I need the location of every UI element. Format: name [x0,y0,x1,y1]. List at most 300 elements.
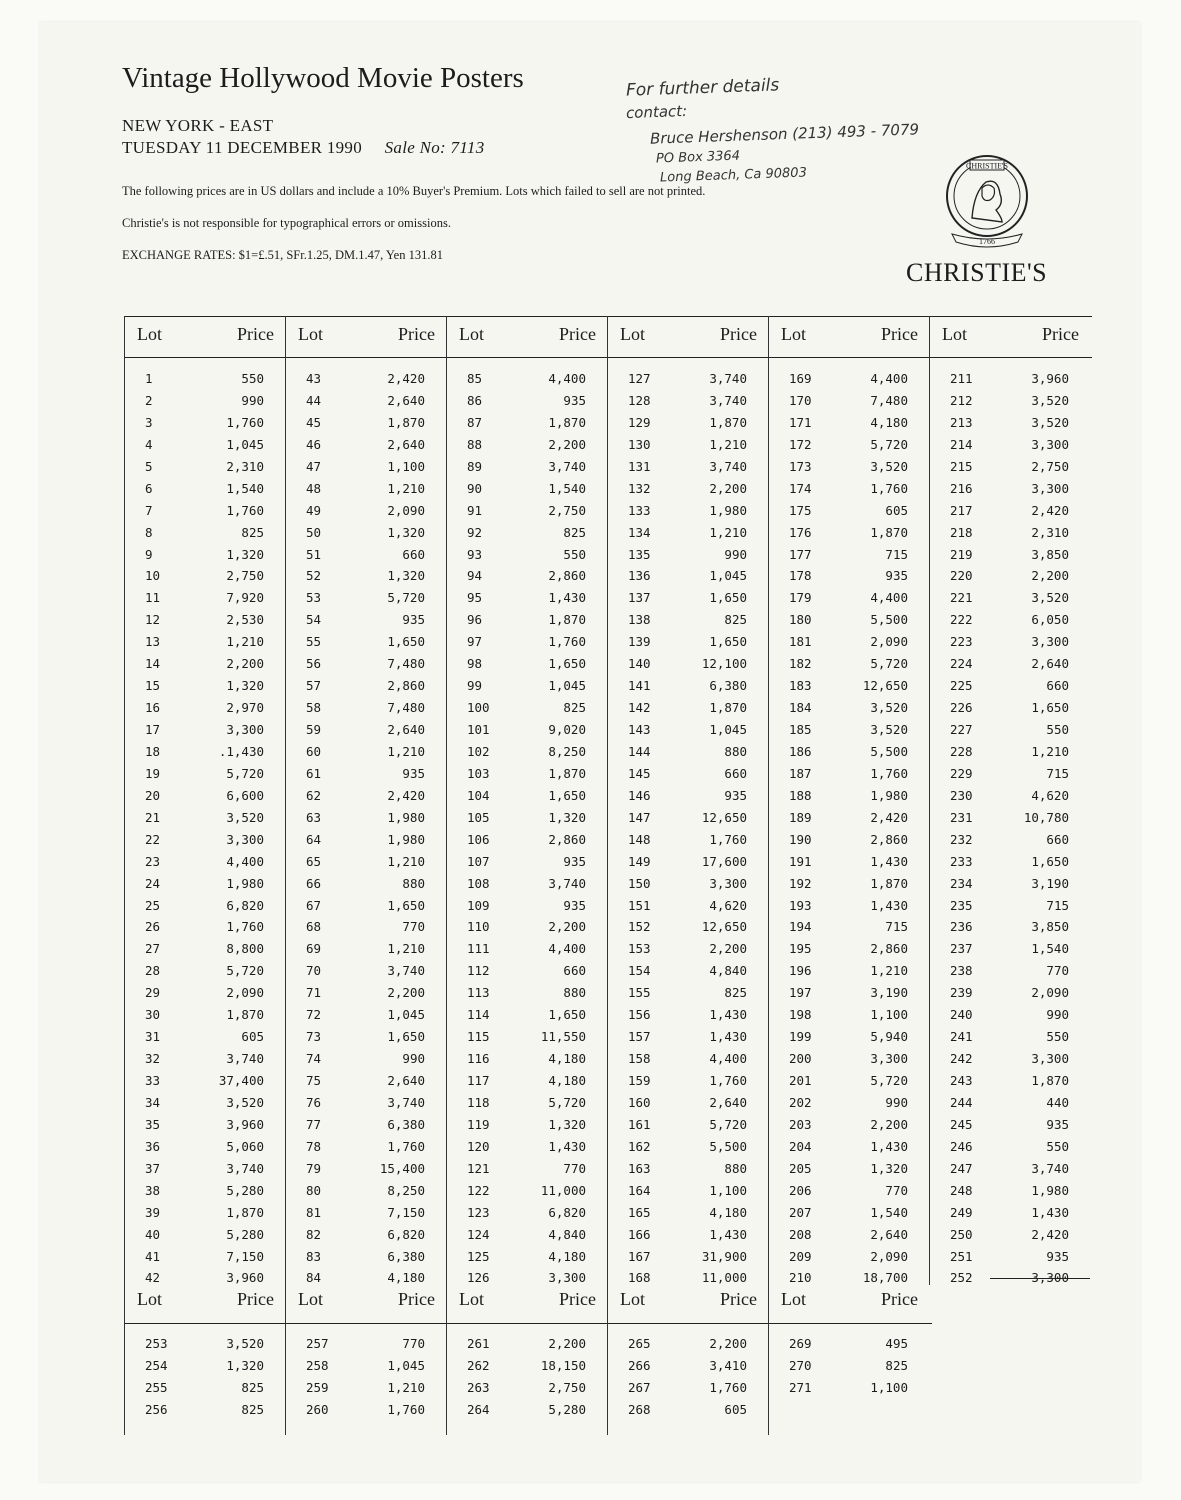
lot-number: 204 [789,1138,812,1154]
rows [769,1333,930,1399]
lot-price: 935 [1046,1248,1069,1264]
table-row [930,982,1091,1004]
lot-price: 4,180 [709,1204,747,1220]
lot-number: 193 [789,897,812,913]
lot-number: 235 [950,897,973,913]
lot-number: 248 [950,1182,973,1198]
lot-number: 15 [145,678,161,694]
lot-price: 1,870 [548,612,586,628]
lot-number: 207 [789,1204,812,1220]
lot-number: 258 [306,1358,329,1373]
table-row [930,587,1091,609]
sale-date-line [122,138,485,158]
sale-number: Sale No: 7113 [384,138,485,157]
lot-number: 250 [950,1226,973,1242]
lot-price: 1,760 [548,634,586,650]
price-header: Price [881,324,918,344]
lot-price: 8,800 [226,941,264,957]
lot-price: 1,210 [1031,743,1069,759]
table-row [769,960,930,982]
table-row [769,390,930,412]
table-row [769,1333,930,1355]
table-row [608,565,769,587]
lot-number: 12 [145,612,161,628]
table-row [930,763,1091,785]
lot-number: 135 [628,546,651,562]
lot-number: 113 [467,985,490,1001]
rows [447,1333,608,1421]
lot-number: 10 [145,568,161,584]
table-row [286,1158,447,1180]
lot-price: 880 [724,743,747,759]
lot-number: 239 [950,985,973,1001]
lot-price: 2,750 [548,1380,586,1395]
lot-number: 184 [789,700,812,716]
table-row [608,741,769,763]
lot-price: 550 [563,546,586,562]
table2-column-3 [446,1283,608,1435]
sale-date: TUESDAY 11 DECEMBER 1990 [122,138,363,157]
table-row [769,1246,930,1268]
price-header: Price [559,1289,596,1309]
lot-number: 147 [628,809,651,825]
lot-number: 245 [950,1116,973,1132]
lot-price: 1,650 [387,897,425,913]
lot-price: 1,870 [1031,1073,1069,1088]
lot-number: 151 [628,897,651,913]
lot-price: 660 [563,963,586,979]
table-row [125,1333,286,1355]
lot-price: 770 [402,1336,425,1351]
table-row [447,412,608,434]
lot-number: 241 [950,1029,973,1045]
lot-number: 263 [467,1380,490,1395]
lot-number: 51 [306,546,322,562]
table-row [125,960,286,982]
table-row [608,434,769,456]
lot-number: 90 [467,480,483,496]
lot-number: 171 [789,414,812,430]
table-row [447,565,608,587]
lot-header: Lot [620,324,645,344]
lot-price: 2,200 [226,656,264,672]
lot-number: 13 [145,634,161,650]
table-row [447,829,608,851]
lot-number: 29 [145,985,161,1001]
lot-number: 129 [628,414,651,430]
lot-price: 1,210 [870,963,908,979]
table-row [286,631,447,653]
lot-price: 2,200 [709,941,747,957]
lot-price: 2,200 [548,1336,586,1351]
lot-number: 229 [950,765,973,781]
table-row [125,1070,286,1092]
lot-price: 3,300 [1031,436,1069,452]
lot-price: 550 [1046,722,1069,737]
table-row [608,1180,769,1202]
table-row [930,478,1091,500]
table-row [930,675,1091,697]
table-row [930,653,1091,675]
lot-number: 44 [306,392,322,408]
table-row [125,434,286,456]
table-row [608,982,769,1004]
lot-price: 2,420 [1031,1226,1069,1242]
svg-text:1766: 1766 [979,237,995,246]
table-row [286,587,447,609]
lot-price: 1,100 [870,1007,908,1023]
lot-price: 1,210 [226,634,264,650]
lot-price: 1,320 [226,1358,264,1373]
lot-number: 69 [306,941,322,957]
lot-price: 1,540 [226,480,264,496]
lot-price: 1,540 [548,480,586,496]
table2-column-4 [607,1283,769,1435]
lot-number: 165 [628,1204,651,1220]
table-row [286,675,447,697]
lot-number: 125 [467,1248,490,1264]
table-column-1 [124,316,286,1285]
table-row [608,895,769,917]
table-row [930,368,1091,390]
table-row [930,1224,1091,1246]
lot-price: 3,850 [1031,546,1069,562]
table-row [447,1048,608,1070]
table-row [286,1114,447,1136]
lot-price: 3,190 [1031,875,1069,891]
lot-number: 57 [306,678,322,694]
lot-price: 2,090 [387,502,425,518]
lot-number: 153 [628,941,651,957]
lot-price: 2,640 [870,1226,908,1242]
table-row [930,1180,1091,1202]
lot-number: 214 [950,436,973,452]
lot-number: 143 [628,722,651,737]
table-row [769,982,930,1004]
lot-price: 1,980 [1031,1182,1069,1198]
lot-price: 2,860 [870,941,908,957]
lot-number: 189 [789,809,812,825]
lot-price: 440 [1046,1094,1069,1110]
lot-price: 605 [724,1402,747,1417]
price-header: Price [237,1289,274,1309]
lot-number: 52 [306,568,322,584]
lot-price: 6,820 [226,897,264,913]
lot-price: 3,740 [548,458,586,474]
table-row [769,1026,930,1048]
lot-price: 935 [1046,1116,1069,1132]
lot-price: 2,640 [1031,656,1069,672]
lot-price: 2,420 [1031,502,1069,518]
lot-number: 19 [145,765,161,781]
table-row [125,895,286,917]
lot-header: Lot [137,324,162,344]
table-row [447,609,608,631]
table-row [930,1246,1091,1268]
lot-number: 106 [467,831,490,847]
table-row [769,1092,930,1114]
lot-number: 228 [950,743,973,759]
lot-price: 2,640 [387,436,425,452]
table-row [769,1180,930,1202]
lot-number: 177 [789,546,812,562]
table-row [930,960,1091,982]
lot-price: 1,045 [226,436,264,452]
column-header [286,324,447,348]
lot-number: 218 [950,524,973,540]
lot-price: 880 [724,1160,747,1176]
lot-number: 59 [306,722,322,737]
lot-price: 1,320 [548,1116,586,1132]
rows [286,1333,447,1421]
lot-number: 195 [789,941,812,957]
table-row [286,434,447,456]
lot-price: 1,870 [709,414,747,430]
lot-number: 149 [628,853,651,869]
lot-price: 6,380 [709,678,747,694]
lot-number: 192 [789,875,812,891]
lot-price: 3,740 [709,392,747,408]
table-column-5 [768,316,930,1285]
lot-price: 1,430 [709,1007,747,1023]
lot-price: 6,050 [1031,612,1069,628]
lot-price: 2,420 [870,809,908,825]
table-row [608,1158,769,1180]
lot-price: 660 [1046,678,1069,694]
lot-number: 233 [950,853,973,869]
table-row [447,960,608,982]
lot-number: 186 [789,743,812,759]
table-row [286,1004,447,1026]
table-row [769,873,930,895]
lot-price: 2,750 [1031,458,1069,474]
lot-price: 770 [1046,963,1069,979]
table2-column-2 [285,1283,447,1435]
rows [608,368,769,1289]
table-row [608,412,769,434]
christies-seal-icon [938,148,1036,257]
table-row [769,368,930,390]
lot-number: 32 [145,1051,161,1067]
lot-number: 252 [950,1270,973,1286]
table-row [286,1377,447,1399]
lot-number: 168 [628,1270,651,1286]
table-row [769,522,930,544]
lot-number: 225 [950,678,973,694]
lot-price: 5,500 [870,743,908,759]
table-row [608,873,769,895]
table-row [447,1136,608,1158]
table-row [125,1399,286,1421]
lot-number: 112 [467,963,490,979]
table-row [125,1158,286,1180]
lot-number: 109 [467,897,490,913]
lot-number: 260 [306,1402,329,1417]
table-row [447,982,608,1004]
lot-number: 92 [467,524,483,540]
table-row [125,1092,286,1114]
christies-brand: CHRISTIE'S [906,258,1048,287]
table-row [608,675,769,697]
lot-price: 5,720 [226,963,264,979]
table-row [769,785,930,807]
rows [286,368,447,1289]
table-row [930,807,1091,829]
lot-number: 102 [467,743,490,759]
lot-price: 5,280 [226,1182,264,1198]
lot-number: 156 [628,1007,651,1023]
table-row [930,565,1091,587]
table-row [125,631,286,653]
table-row [769,763,930,785]
table-row [447,478,608,500]
table-row [930,390,1091,412]
lot-price: 5,280 [226,1226,264,1242]
lot-number: 41 [145,1248,161,1264]
table-row [286,763,447,785]
table-row [930,544,1091,566]
lot-number: 76 [306,1094,322,1110]
table-row [608,1224,769,1246]
lot-number: 166 [628,1226,651,1242]
table-row [286,741,447,763]
table-row [447,1333,608,1355]
note-errors: Christie's is not responsible for typographical errors or omissions. [122,216,451,230]
lot-price: 825 [724,612,747,628]
lot-number: 133 [628,502,651,518]
lot-number: 238 [950,963,973,979]
table-column-6 [929,316,1091,1285]
table2-column-1 [124,1283,286,1435]
lot-number: 162 [628,1138,651,1154]
lot-number: 11 [145,590,161,606]
lot-price: 7,480 [387,656,425,672]
lot-number: 266 [628,1358,651,1373]
lot-number: 103 [467,765,490,781]
lot-price: 3,300 [226,831,264,847]
table-row [608,1333,769,1355]
table-row [447,675,608,697]
lot-price: 3,520 [1031,392,1069,408]
lot-price: 1,045 [387,1007,425,1023]
table-row [286,522,447,544]
table-row [769,851,930,873]
table-row [608,829,769,851]
table-row [286,938,447,960]
lot-number: 224 [950,656,973,672]
lot-number: 101 [467,722,490,737]
lot-number: 64 [306,831,322,847]
lot-price: 3,520 [226,1336,264,1351]
table-row [930,873,1091,895]
table-row [286,478,447,500]
lot-price: 1,980 [387,809,425,825]
table-row [286,829,447,851]
table-row [447,500,608,522]
lot-number: 74 [306,1051,322,1067]
lot-number: 226 [950,700,973,716]
lot-price: 1,320 [226,546,264,562]
rows [125,1333,286,1421]
table-row [125,500,286,522]
lot-number: 163 [628,1160,651,1176]
lot-price: 1,430 [709,1029,747,1045]
table-row [769,1048,930,1070]
lot-price: 825 [241,1402,264,1417]
lot-price: 1,100 [870,1380,908,1395]
table-row [608,960,769,982]
table-row [608,456,769,478]
table-row [286,1180,447,1202]
lot-number: 25 [145,897,161,913]
lot-price: 3,520 [870,700,908,716]
table-row [286,960,447,982]
rows [930,368,1091,1289]
lot-number: 99 [467,678,483,694]
table-row [769,1355,930,1377]
lot-number: 34 [145,1094,161,1110]
lot-price: 1,650 [548,1007,586,1023]
lot-price: 3,520 [226,809,264,825]
table-row [286,412,447,434]
lot-price: 715 [1046,765,1069,781]
lot-price: 8,250 [387,1182,425,1198]
lot-price: 18,700 [862,1270,908,1286]
lot-price: 1,540 [1031,941,1069,957]
lot-number: 240 [950,1007,973,1023]
table-row [930,522,1091,544]
table-row [608,500,769,522]
table-row [125,1224,286,1246]
table-row [447,741,608,763]
table-row [125,807,286,829]
lot-number: 187 [789,765,812,781]
lot-number: 155 [628,985,651,1001]
table-end-line [990,1278,1090,1279]
lot-price: 2,750 [548,502,586,518]
lot-number: 96 [467,612,483,628]
lot-number: 249 [950,1204,973,1220]
table-row [930,609,1091,631]
lot-price: 1,870 [548,765,586,781]
lot-number: 71 [306,985,322,1001]
lot-header: Lot [137,1289,162,1309]
lot-number: 56 [306,656,322,672]
table-row [125,544,286,566]
table-row [286,456,447,478]
lot-price: 1,980 [870,787,908,803]
rows [769,368,930,1289]
table-row [930,829,1091,851]
lot-number: 160 [628,1094,651,1110]
lot-price: 1,210 [387,853,425,869]
lot-price: .1,430 [218,743,264,759]
table-row [608,851,769,873]
lot-price: 825 [241,1380,264,1395]
table-row [769,895,930,917]
lot-price: 3,410 [709,1358,747,1373]
lot-price: 605 [241,1029,264,1045]
lot-price: 715 [885,919,908,935]
lot-price: 1,760 [387,1138,425,1154]
lot-price: 1,870 [226,1007,264,1023]
lot-number: 150 [628,875,651,891]
lot-number: 33 [145,1073,161,1088]
table-row [286,895,447,917]
table-row [125,1048,286,1070]
table-row [286,565,447,587]
lot-number: 255 [145,1380,168,1395]
